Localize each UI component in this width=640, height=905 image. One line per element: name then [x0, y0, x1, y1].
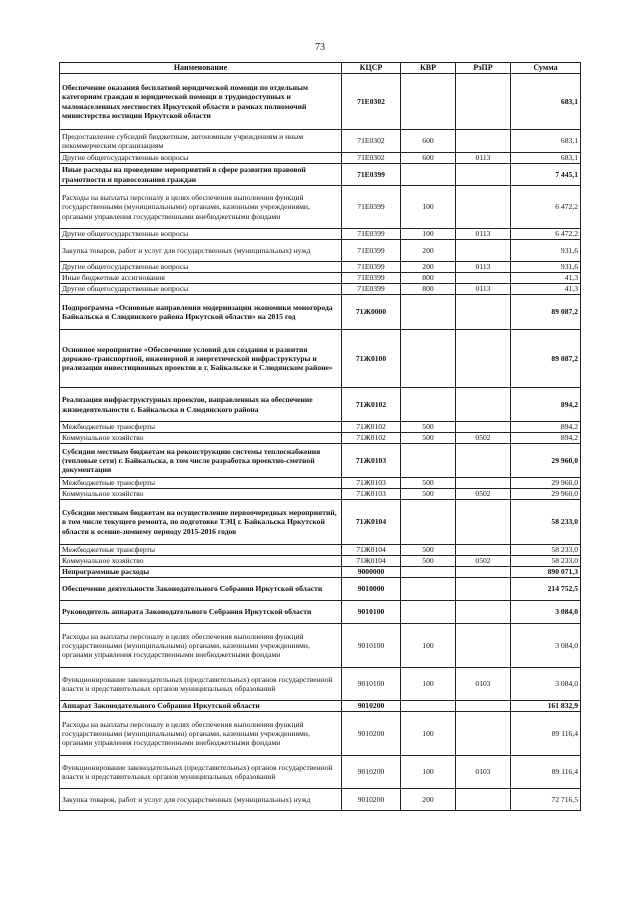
row-sum: 58 233,0	[511, 556, 581, 567]
row-kvr: 600	[401, 130, 456, 153]
row-rzpr: 0113	[456, 153, 511, 164]
row-rzpr	[456, 500, 511, 545]
table-row	[60, 567, 581, 578]
row-kcsr: 9010100	[342, 624, 401, 668]
row-kcsr: 71Ж0104	[342, 500, 401, 545]
row-kcsr: 9010100	[342, 601, 401, 624]
header-name: Наименование	[60, 63, 342, 74]
row-rzpr	[456, 186, 511, 229]
row-sum: 161 832,9	[511, 701, 581, 712]
budget-table	[59, 62, 581, 811]
row-kcsr: 71Ж0102	[342, 433, 401, 444]
row-name: Межбюджетные трансферты	[60, 478, 342, 489]
header-kvr: КВР	[401, 63, 456, 74]
row-kvr: 100	[401, 712, 456, 756]
row-kcsr: 71Ж0103	[342, 444, 401, 478]
row-sum: 683,1	[511, 153, 581, 164]
row-name: Функционирование законодательных (представительных) органов государственной власти и представительных органов муниципальных образований	[60, 756, 342, 789]
row-kvr: 200	[401, 262, 456, 273]
table-row	[60, 262, 581, 273]
table-row	[60, 601, 581, 624]
row-rzpr: 0113	[456, 262, 511, 273]
row-rzpr	[456, 545, 511, 556]
table-row	[60, 74, 581, 130]
row-sum: 890 071,3	[511, 567, 581, 578]
row-name: Предоставление субсидий бюджетным, автономным учреждениям и иным некоммерческим организациям	[60, 130, 342, 153]
table-row	[60, 668, 581, 701]
row-name: Непрограммные расходы	[60, 567, 342, 578]
table-row	[60, 164, 581, 186]
row-kcsr: 71Ж0103	[342, 489, 401, 500]
table-row	[60, 240, 581, 262]
row-rzpr	[456, 130, 511, 153]
table-body	[60, 74, 581, 811]
page-number: 73	[315, 42, 325, 53]
table-row	[60, 388, 581, 422]
row-rzpr	[456, 330, 511, 388]
row-sum: 214 752,5	[511, 578, 581, 601]
table-row	[60, 545, 581, 556]
row-kvr	[401, 295, 456, 330]
row-rzpr: 0502	[456, 489, 511, 500]
table-row	[60, 578, 581, 601]
table-row	[60, 229, 581, 240]
row-rzpr	[456, 273, 511, 284]
row-rzpr	[456, 422, 511, 433]
row-kcsr: 71Ж0103	[342, 478, 401, 489]
row-rzpr: 0113	[456, 229, 511, 240]
row-kvr	[401, 701, 456, 712]
row-rzpr	[456, 701, 511, 712]
row-sum: 683,1	[511, 74, 581, 130]
row-kcsr: 9010200	[342, 701, 401, 712]
header-kcsr: КЦСР	[342, 63, 401, 74]
row-rzpr	[456, 578, 511, 601]
row-sum: 894,2	[511, 388, 581, 422]
table-row	[60, 500, 581, 545]
table-row	[60, 701, 581, 712]
row-kvr	[401, 500, 456, 545]
row-kvr: 100	[401, 186, 456, 229]
table-row	[60, 478, 581, 489]
row-sum: 6 472,2	[511, 186, 581, 229]
row-rzpr: 0113	[456, 284, 511, 295]
row-name: Закупка товаров, работ и услуг для государственных (муниципальных) нужд	[60, 240, 342, 262]
row-kvr	[401, 74, 456, 130]
row-rzpr	[456, 712, 511, 756]
row-rzpr	[456, 444, 511, 478]
row-sum: 29 960,0	[511, 444, 581, 478]
row-kcsr: 71Ж0100	[342, 330, 401, 388]
row-name: Другие общегосударственные вопросы	[60, 153, 342, 164]
row-name: Межбюджетные трансферты	[60, 422, 342, 433]
row-name: Закупка товаров, работ и услуг для государственных (муниципальных) нужд	[60, 789, 342, 811]
row-kcsr: 71Е0399	[342, 186, 401, 229]
row-name: Расходы на выплаты персоналу в целях обеспечения выполнения функций государственными (муниципальными) органами, казенными учреждениями, органами управления государственными внебюджетными фондами	[60, 186, 342, 229]
row-kvr: 500	[401, 422, 456, 433]
row-kvr	[401, 388, 456, 422]
table-row	[60, 556, 581, 567]
row-kcsr: 71Е0399	[342, 229, 401, 240]
row-sum: 3 084,0	[511, 624, 581, 668]
table-row	[60, 489, 581, 500]
row-kvr: 100	[401, 668, 456, 701]
table-row	[60, 789, 581, 811]
row-kcsr: 71Е0302	[342, 130, 401, 153]
row-sum: 931,6	[511, 240, 581, 262]
row-rzpr	[456, 295, 511, 330]
row-rzpr	[456, 601, 511, 624]
table-row	[60, 284, 581, 295]
row-rzpr	[456, 164, 511, 186]
row-sum: 29 960,0	[511, 489, 581, 500]
table-row	[60, 422, 581, 433]
table-row	[60, 130, 581, 153]
row-kvr: 100	[401, 229, 456, 240]
row-rzpr	[456, 624, 511, 668]
row-kcsr: 71Е0302	[342, 74, 401, 130]
row-sum: 58 233,0	[511, 500, 581, 545]
row-kvr: 500	[401, 478, 456, 489]
row-sum: 683,1	[511, 130, 581, 153]
row-name: Обеспечение оказания бесплатной юридической помощи по отдельным категориям граждан и юридической помощи в труднодоступных и малонаселенных местностях Иркутской области в рамках полномочий министерства юстиции Иркутской области	[60, 74, 342, 130]
row-kvr	[401, 164, 456, 186]
row-name: Расходы на выплаты персоналу в целях обеспечения выполнения функций государственными (муниципальными) органами, казенными учреждениями, органами управления государственными внебюджетными фондами	[60, 712, 342, 756]
row-sum: 931,6	[511, 262, 581, 273]
row-kvr: 500	[401, 433, 456, 444]
row-name: Иные расходы на проведение мероприятий в сфере развития правовой грамотности и правосознания граждан	[60, 164, 342, 186]
row-sum: 58 233,0	[511, 545, 581, 556]
row-rzpr: 0103	[456, 756, 511, 789]
row-sum: 3 084,0	[511, 668, 581, 701]
row-kcsr: 71Е0399	[342, 284, 401, 295]
row-name: Другие общегосударственные вопросы	[60, 229, 342, 240]
row-kcsr: 9010200	[342, 756, 401, 789]
row-sum: 89 116,4	[511, 756, 581, 789]
row-sum: 89 087,2	[511, 295, 581, 330]
table-row	[60, 433, 581, 444]
row-kvr: 600	[401, 153, 456, 164]
row-kcsr: 71Ж0104	[342, 545, 401, 556]
row-name: Расходы на выплаты персоналу в целях обеспечения выполнения функций государственными (муниципальными) органами, казенными учреждениями, органами управления государственными внебюджетными фондами	[60, 624, 342, 668]
row-name: Подпрограмма «Основные направления модернизации экономики моногорода Байкальска и Слюдянского района Иркутской области» на 2015 год	[60, 295, 342, 330]
row-name: Основное мероприятие «Обеспечение условий для создания и развития дорожно-транспортной, инженерной и энергетической инфраструктуры и реализации инвестиционных проектов в г. Байкальске и Слюдянском районе»	[60, 330, 342, 388]
table-row	[60, 444, 581, 478]
row-kvr	[401, 567, 456, 578]
row-kcsr: 71Ж0102	[342, 422, 401, 433]
row-kvr	[401, 330, 456, 388]
row-kvr	[401, 601, 456, 624]
row-sum: 7 445,1	[511, 164, 581, 186]
table-row	[60, 624, 581, 668]
row-sum: 89 087,2	[511, 330, 581, 388]
row-kcsr: 71Ж0104	[342, 556, 401, 567]
table-header-row	[60, 63, 581, 74]
row-kvr: 200	[401, 240, 456, 262]
row-kvr	[401, 578, 456, 601]
row-sum: 29 960,0	[511, 478, 581, 489]
row-sum: 41,3	[511, 284, 581, 295]
header-sum: Сумма	[511, 63, 581, 74]
table-row	[60, 295, 581, 330]
table-row	[60, 273, 581, 284]
row-name: Руководитель аппарата Законодательного Собрания Иркутской области	[60, 601, 342, 624]
row-kcsr: 71Е0399	[342, 164, 401, 186]
row-kcsr: 9010000	[342, 578, 401, 601]
row-sum: 894,2	[511, 433, 581, 444]
row-rzpr: 0502	[456, 556, 511, 567]
row-rzpr: 0502	[456, 433, 511, 444]
row-rzpr	[456, 478, 511, 489]
row-kcsr: 71Е0399	[342, 262, 401, 273]
row-rzpr	[456, 240, 511, 262]
row-kvr: 100	[401, 624, 456, 668]
row-kvr: 500	[401, 489, 456, 500]
table-row	[60, 330, 581, 388]
row-name: Коммунальное хозяйство	[60, 489, 342, 500]
row-kcsr: 71Ж0102	[342, 388, 401, 422]
row-kcsr: 9010200	[342, 712, 401, 756]
table-row	[60, 153, 581, 164]
row-sum: 6 472,2	[511, 229, 581, 240]
row-name: Коммунальное хозяйство	[60, 556, 342, 567]
row-name: Функционирование законодательных (представительных) органов государственной власти и представительных органов муниципальных образований	[60, 668, 342, 701]
row-name: Обеспечение деятельности Законодательного Собрания Иркутской области	[60, 578, 342, 601]
row-name: Другие общегосударственные вопросы	[60, 262, 342, 273]
row-kcsr: 71Ж0000	[342, 295, 401, 330]
row-name: Иные бюджетные ассигнования	[60, 273, 342, 284]
header-rzpr: РзПР	[456, 63, 511, 74]
row-rzpr	[456, 789, 511, 811]
table-row	[60, 186, 581, 229]
table-row	[60, 756, 581, 789]
row-name: Коммунальное хозяйство	[60, 433, 342, 444]
row-kvr	[401, 444, 456, 478]
table-row	[60, 712, 581, 756]
row-name: Межбюджетные трансферты	[60, 545, 342, 556]
row-kvr: 100	[401, 756, 456, 789]
row-sum: 894,2	[511, 422, 581, 433]
row-kvr: 500	[401, 545, 456, 556]
row-name: Субсидии местным бюджетам на реконструкцию системы теплоснабжения (тепловые сети) г. Байкальска, в том числе разработка проектно-сметной документации	[60, 444, 342, 478]
row-kcsr: 9010100	[342, 668, 401, 701]
row-kvr: 800	[401, 284, 456, 295]
row-kcsr: 9000000	[342, 567, 401, 578]
row-name: Другие общегосударственные вопросы	[60, 284, 342, 295]
row-kvr: 200	[401, 789, 456, 811]
row-kvr: 800	[401, 273, 456, 284]
row-sum: 72 716,5	[511, 789, 581, 811]
row-name: Аппарат Законодательного Собрания Иркутской области	[60, 701, 342, 712]
row-rzpr	[456, 74, 511, 130]
row-kcsr: 9010200	[342, 789, 401, 811]
row-kvr: 500	[401, 556, 456, 567]
row-sum: 89 116,4	[511, 712, 581, 756]
row-rzpr	[456, 388, 511, 422]
row-rzpr	[456, 567, 511, 578]
row-name: Реализация инфраструктурных проектов, направленных на обеспечение жизнедеятельности г. Байкальска и Слюдянского района	[60, 388, 342, 422]
row-kcsr: 71Е0399	[342, 273, 401, 284]
row-sum: 3 084,0	[511, 601, 581, 624]
row-name: Субсидии местным бюджетам на осуществление первоочередных мероприятий, в том числе текущего ремонта, по подготовке ТЭЦ г. Байкальска Иркутской области к осенне-зимнему периоду 2015-2016 годов	[60, 500, 342, 545]
row-rzpr: 0103	[456, 668, 511, 701]
row-sum: 41,3	[511, 273, 581, 284]
row-kcsr: 71Е0302	[342, 153, 401, 164]
row-kcsr: 71Е0399	[342, 240, 401, 262]
